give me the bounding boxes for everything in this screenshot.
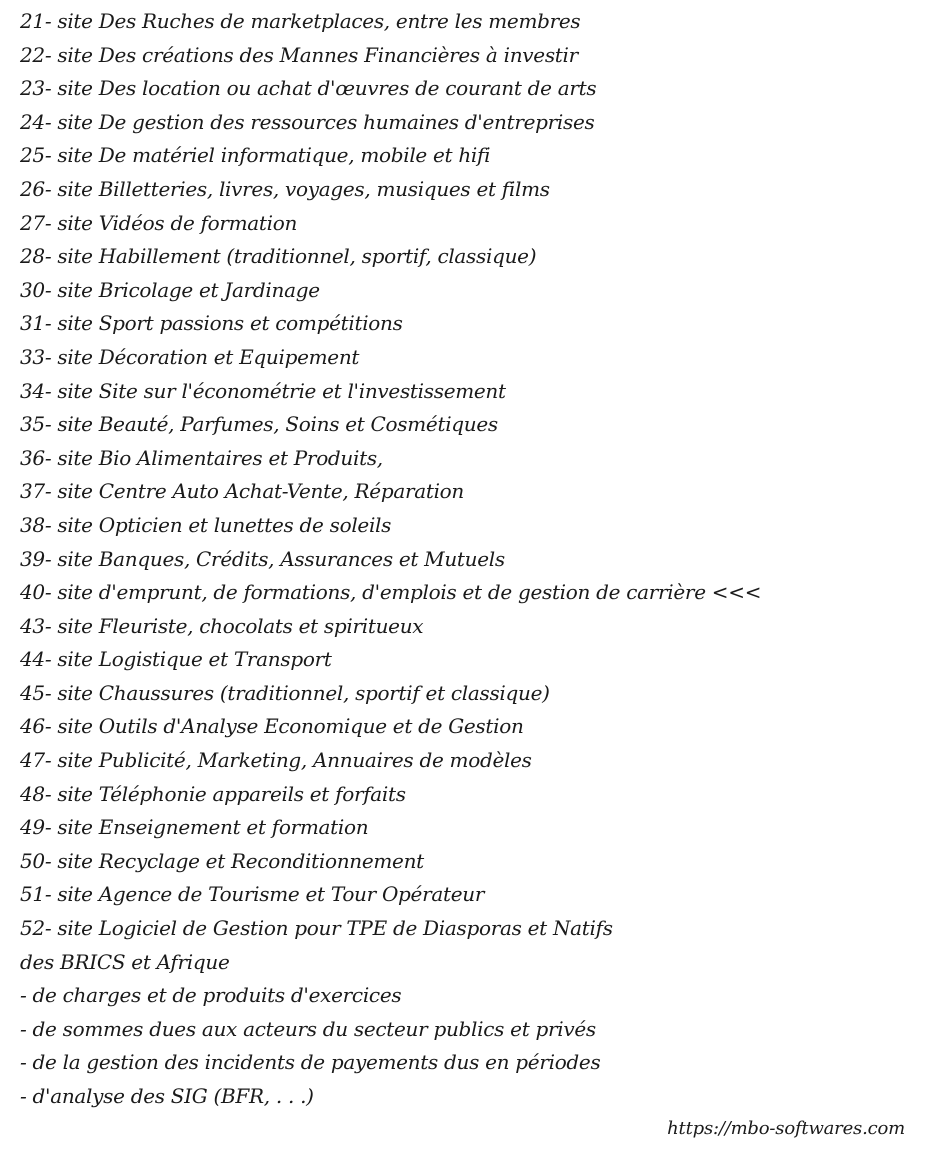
list-item: 23- site Des location ou achat d'œuvres de courant de arts: [20, 76, 597, 101]
list-item: 28- site Habillement (traditionnel, sportif, classique): [20, 244, 537, 269]
list-item: 51- site Agence de Tourisme et Tour Opérateur: [20, 882, 485, 907]
list-item: 46- site Outils d'Analyse Economique et de Gestion: [20, 714, 524, 739]
list-item: 31- site Sport passions et compétitions: [20, 311, 403, 336]
list-item: 26- site Billetteries, livres, voyages, musiques et films: [20, 176, 550, 201]
site-list: [20, 5, 920, 1114]
list-item: 52- site Logiciel de Gestion pour TPE de Diasporas et Natifs: [20, 916, 613, 941]
list-item: 43- site Fleuriste, chocolats et spiritueux: [20, 613, 424, 638]
list-item: 47- site Publicité, Marketing, Annuaires de modèles: [20, 748, 532, 773]
list-item: 45- site Chaussures (traditionnel, sportif et classique): [20, 680, 550, 705]
list-item: 35- site Beauté, Parfumes, Soins et Cosmétiques: [20, 412, 498, 437]
list-item: - d'analyse des SIG (BFR, . . .): [20, 1084, 314, 1108]
list-item: 37- site Centre Auto Achat-Vente, Réparation: [20, 479, 464, 504]
list-item: 21- site Des Ruches de marketplaces, entre les membres: [20, 9, 581, 33]
list-item: 24- site De gestion des ressources humaines d'entreprises: [20, 109, 595, 134]
list-item: 44- site Logistique et Transport: [20, 647, 332, 672]
list-item: - de la gestion des incidents de payements dus en périodes: [20, 1050, 601, 1075]
list-item: 33- site Décoration et Equipement: [20, 344, 360, 369]
list-item: 49- site Enseignement et formation: [20, 815, 369, 840]
list-item: 34- site Site sur l'économétrie et l'investissement: [20, 378, 506, 403]
list-item: des BRICS et Afrique: [20, 949, 230, 974]
list-item: 50- site Recyclage et Reconditionnement: [20, 848, 424, 873]
list-item: 40- site d'emprunt, de formations, d'emplois et de gestion de carrière <<<: [20, 580, 762, 605]
list-item: 27- site Vidéos de formation: [20, 210, 298, 235]
list-item: - de charges et de produits d'exercices: [20, 983, 402, 1008]
list-item: 39- site Banques, Crédits, Assurances et Mutuels: [20, 546, 505, 571]
website-url: https://mbo-softwares.com: [667, 1118, 905, 1139]
list-item: 38- site Opticien et lunettes de soleils: [20, 512, 392, 537]
list-item: 22- site Des créations des Mannes Financières à investir: [20, 42, 578, 67]
list-item: 36- site Bio Alimentaires et Produits,: [20, 445, 383, 470]
list-item: 25- site De matériel informatique, mobile et hifi: [20, 143, 491, 168]
list-item: 30- site Bricolage et Jardinage: [20, 277, 320, 302]
list-item: - de sommes dues aux acteurs du secteur publics et privés: [20, 1016, 596, 1041]
list-item: 48- site Téléphonie appareils et forfaits: [20, 781, 406, 806]
